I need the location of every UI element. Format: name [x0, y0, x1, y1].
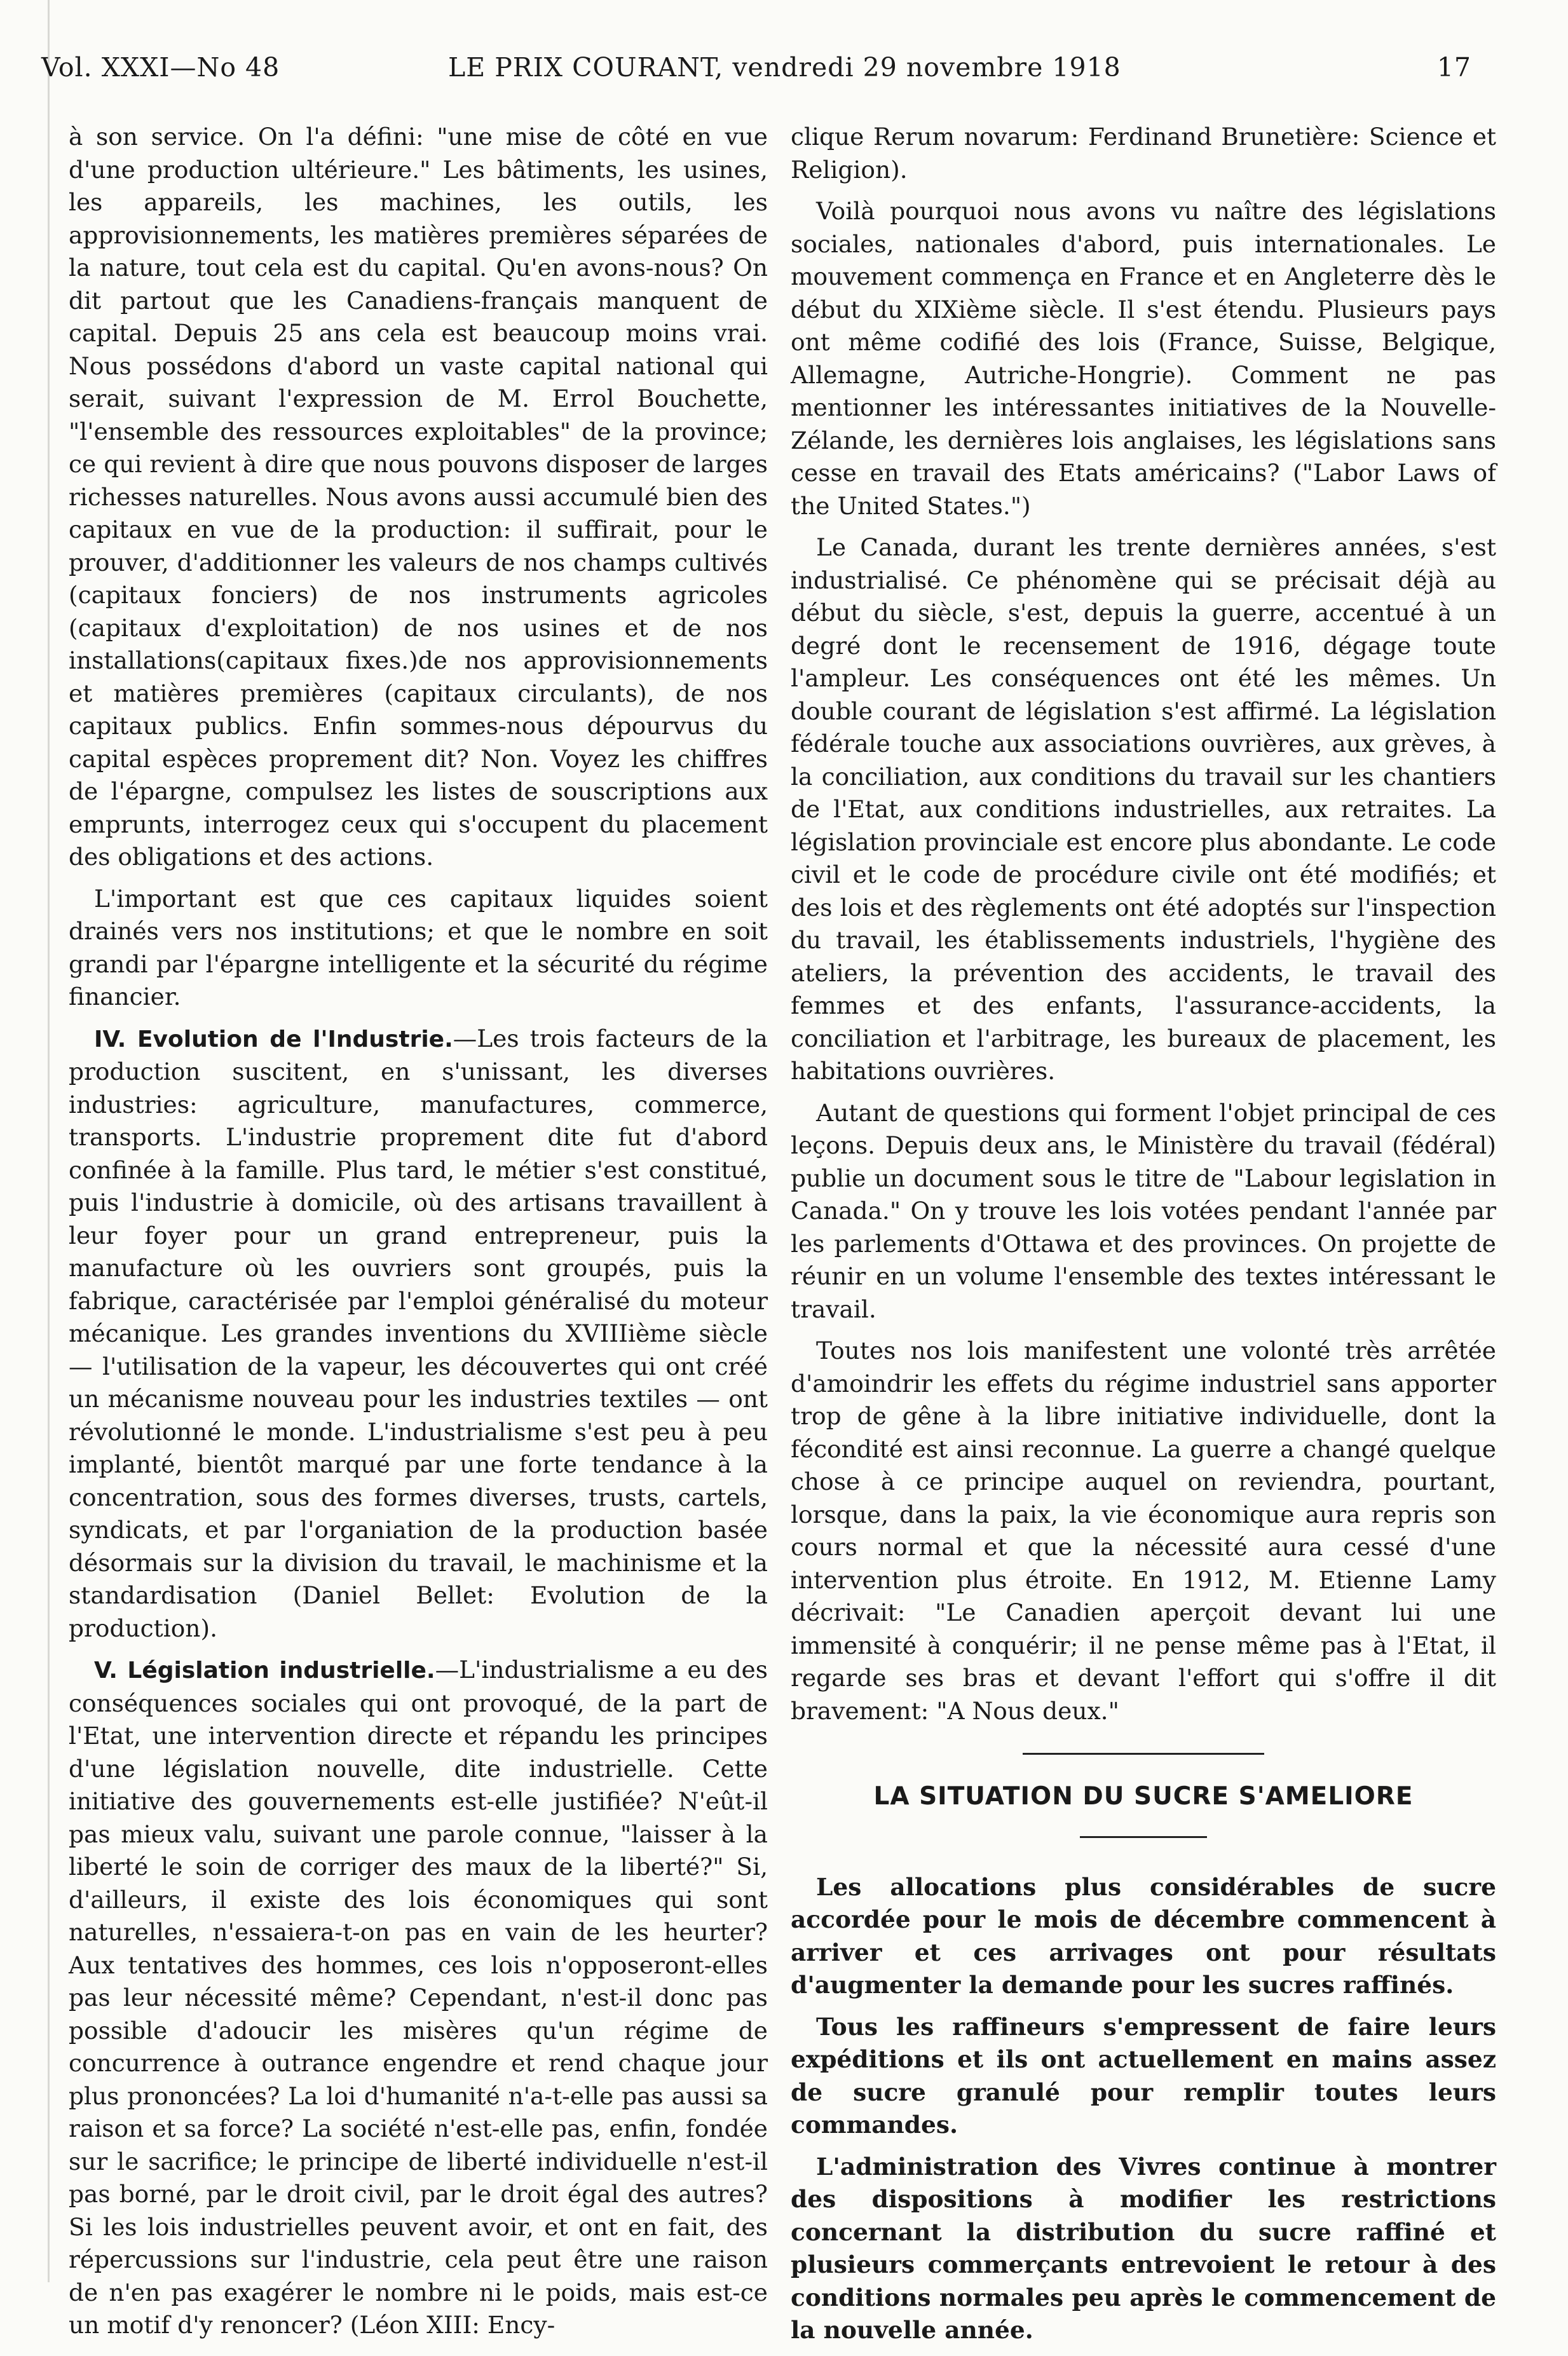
section-text: —L'industrialisme a eu des conséquences sociales qui ont provoqué, de la part de l'Etat, une intervention directe et répandu les principes d'une législation nouvelle, dite industrielle. Cette initiative des gouvernements est-elle justifiée? N'eût-il pas mieux valu, suivant une parole connue, "laisser à la liberté le soin de corriger des maux de la liberté?" Si, d'ailleurs, il existe des lois économiques qui sont naturelles, n'essaiera-t-on pas en vain de les heurter? Aux tentatives des hommes, ces lois n'opposeront-elles pas leur nécessité même? Cependant, n'est-il donc pas possible d'adoucir les misères qu'un régime de concurrence à outrance engendre et rend chaque jour plus prononcées? La loi d'humanité n'a-t-elle pas aussi sa raison et sa force? La société n'est-elle pas, enfin, fondée sur le sacrifice; le principe de liberté individuelle n'est-il pas borné, par le droit civil, par le droit égal des autres? Si les lois industrielles peuvent avoir, et ont en fait, des répercussions sur l'industrie, cela peut être une raison de n'en pas exagérer le nombre ni le poids, mais est-ce un motif d'y renoncer? (Léon XIII: Ency- — [69, 1656, 768, 2339]
paragraph: Les allocations plus considérables de sucre accordée pour le mois de décembre commencent à arriver et ces arrivages ont pour résultats d'augmenter la demande pour les sucres raffinés. — [791, 1872, 1496, 1999]
paragraph: L'administration des Vivres continue à montrer des dispositions à modifier les restrictions concernant la distribution du sucre raffiné et plusieurs commerçants entrevoient le retour à des conditions normales peu après le commencement de la nouvelle année. — [791, 2152, 1496, 2344]
page-edge-line — [48, 0, 50, 2282]
volume-number: Vol. XXXI—No 48 — [41, 52, 280, 83]
section-text: —Les trois facteurs de la production suscitent, en s'unissant, les diverses industries: agriculture, manufactures, commerce, transports. L'industrie proprement dite fut d'abord confinée à la famille. Plus tard, le métier s'est constitué, puis l'industrie à domicile, où des artisans travaillent à leur foyer pour un grand entrepreneur, puis la manufacture où les ouvriers sont groupés, puis la fabrique, caractérisée par l'emploi généralisé du moteur mécanique. Les grandes inventions du XVIIIième siècle — l'utilisation de la vapeur, les découvertes qui ont créé un mécanisme nouveau pour les industries textiles — ont révolutionné le monde. L'industrialisme s'est peu à peu implanté, bientôt marqué par une forte tendance à la concentration, sous des formes diverses, trusts, cartels, syndicats, et par l'organiation de la production basée désormais sur la division du travail, le machinisme et la standardisation (Daniel Bellet: Evolution de la production). — [69, 1024, 768, 1642]
section-heading: IV. Evolution de l'Industrie. — [94, 1026, 453, 1052]
paragraph: Tous les raffineurs s'empressent de faire leurs expéditions et ils ont actuellement en mains assez de sucre granulé pour remplir toutes leurs commandes. — [791, 2012, 1496, 2139]
paragraph: Autant de questions qui forment l'objet principal de ces leçons. Depuis deux ans, le Ministère du travail (fédéral) publie un document sous le titre de "Labour legislation in Canada." On y trouve les lois votées pendant l'année par les parlements d'Ottawa et des provinces. On projette de réunir en un volume l'ensemble des textes intéressant le travail. — [791, 1098, 1496, 1323]
paragraph: Toutes nos lois manifestent une volonté très arrêtée d'amoindrir les effets du régime industriel sans apporter trop de gêne à la libre initiative individuelle, dont la fécondité est ainsi reconnue. La guerre a changé quelque chose à ce principe auquel on reviendra, pourtant, lorsque, dans la paix, la vie économique aura repris son cours normal et que la nécessité aura cessé d'une intervention plus étroite. En 1912, M. Etienne Lamy décrivait: "Le Canadien aperçoit devant lui une immensité à conquérir; il ne pense même pas à l'Etat, il regarde ses bras et devant l'effort qui s'offre il dit bravement: "A Nous deux." — [791, 1337, 1496, 1725]
page-number: 17 — [1436, 52, 1471, 83]
paragraph: Le Canada, durant les trente dernières années, s'est industrialisé. Ce phénomène qui se précisait déjà au début du siècle, s'est, depuis la guerre, accentué à un degré dont le recensement de 1916, dégage toute l'ampleur. Les conséquences ont été les mêmes. Un double courant de législation s'est affirmé. La législation fédérale touche aux associations ouvrières, aux grèves, à la conciliation, aux conditions du travail sur les chantiers de l'Etat, aux conditions industrielles, aux retraites. La législation provinciale est encore plus abondante. Le code civil et le code de procédure civile ont été modifiés; et des lois et des règlements ont été adoptés sur l'inspection du travail, les établissements industriels, l'hygiène des ateliers, la prévention des accidents, le travail des femmes et des enfants, l'assurance-accidents, la conciliation et l'arbitrage, les bureaux de placement, les habitations ouvrières. — [791, 533, 1496, 1085]
divider-rule — [1023, 1753, 1264, 1755]
publication-title: LE PRIX COURANT, vendredi 29 novembre 1918 — [448, 52, 1121, 83]
section-heading: V. Législation industrielle. — [94, 1658, 435, 1684]
paragraph: Voilà pourquoi nous avons vu naître des législations sociales, nationales d'abord, puis internationales. Le mouvement commença en France et en Angleterre dès le début du XIXième siècle. Il s'est étendu. Plusieurs pays ont même codifié des lois (France, Suisse, Belgique, Allemagne, Autriche-Hongrie). Comment ne pas mentionner les intéressantes initiatives de la Nouvelle-Zélande, les dernières lois anglaises, les législations sans cesse en travail des Etats américains? ("Labor Laws of the United States.") — [791, 197, 1496, 520]
section-v — [69, 1654, 768, 2342]
article-headline: LA SITUATION DU SUCRE S'AMELIORE — [873, 1782, 1414, 1811]
section-iv — [69, 1023, 768, 1645]
left-column — [69, 121, 768, 2351]
divider-rule — [1080, 1836, 1207, 1838]
paragraph: L'important est que ces capitaux liquides soient drainés vers nos institutions; et que le nombre en soit grandi par l'épargne intelligente et la sécurité du régime financier. — [69, 884, 768, 1011]
paragraph: clique Rerum novarum: Ferdinand Brunetière: Science et Religion). — [791, 123, 1496, 184]
page-header — [41, 52, 1471, 97]
paragraph: à son service. On l'a défini: "une mise de côté en vue d'une production ultérieure." Les bâtiments, les usines, les appareils, les machines, les outils, les approvisionnements, les matières premières séparées de la nature, tout cela est du capital. Qu'en avons-nous? On dit partout que les Canadiens-français manquent de capital. Depuis 25 ans cela est beaucoup moins vrai. Nous possédons d'abord un vaste capital national qui serait, suivant l'expression de M. Errol Bouchette, "l'ensemble des ressources exploitables" de la province; ce qui revient à dire que nous pouvons disposer de larges richesses naturelles. Nous avons aussi accumulé bien des capitaux en vue de la production: il suffirait, pour le prouver, d'additionner les valeurs de nos champs cultivés (capitaux fonciers) de nos instruments agricoles (capitaux d'exploitation) de nos usines et de nos installations(capitaux fixes.)de nos approvisionnements et matières premières (capitaux circulants), de nos capitaux publics. Enfin sommes-nous dépourvus du capital espèces proprement dit? Non. Voyez les chiffres de l'épargne, compulsez les listes de souscriptions aux emprunts, interrogez ceux qui s'occupent du placement des obligations et des actions. — [69, 123, 768, 871]
right-column — [791, 121, 1496, 2356]
